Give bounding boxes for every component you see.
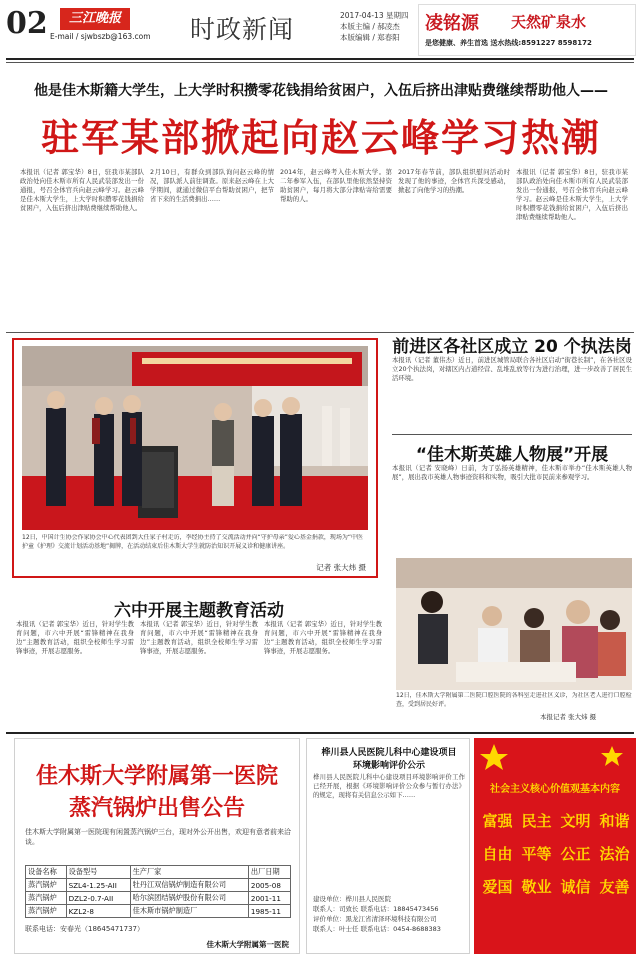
table-cell: 蒸汽锅炉 bbox=[26, 892, 67, 905]
value-item: 民主 bbox=[521, 812, 552, 830]
divider bbox=[392, 434, 632, 435]
lead-col-2: 2月10日，有群众到部队询问赵云峰的情况，部队派人前往调查。原来赵云峰在上大学期间，就通过微信平台帮助贫困户，把节省下来的生活费捐出…… bbox=[150, 168, 274, 203]
value-item: 文明 bbox=[560, 812, 591, 830]
story-body-3b: 本报讯（记者 郭宝华）近日，针对学生教育问题，市六中开展“雷锋精神在我身边”主题教育活动，组织全校师生学习雷锋事迹，开展志愿服务。 bbox=[140, 620, 258, 655]
story-body-3a: 本报讯（记者 郭宝华）近日，针对学生教育问题，市六中开展“雷锋精神在我身边”主题教育活动，组织全校师生学习雷锋事迹，开展志愿服务。 bbox=[16, 620, 134, 655]
table-cell: 2005-08 bbox=[248, 879, 290, 892]
table-cell: 哈尔滨团结锅炉股份有限公司 bbox=[130, 892, 248, 905]
value-item: 法治 bbox=[599, 845, 630, 863]
lead-col-3: 2014年，赵云峰考入佳木斯大学。第二年参军入伍，在部队里他依然坚持资助贫困户，每月将大部分津贴寄给需要帮助的人。 bbox=[280, 168, 392, 203]
table-header-cell: 生产厂家 bbox=[130, 866, 248, 879]
value-item: 爱国 bbox=[482, 878, 513, 896]
table-cell: DZL2-0.7-AII bbox=[66, 892, 130, 905]
layout-editor: 本版编辑 / 郑春阳 bbox=[340, 33, 400, 42]
table-cell: KZL2-8 bbox=[66, 905, 130, 918]
story-title-3[interactable]: 六中开展主题教育活动 bbox=[114, 601, 284, 621]
value-item: 诚信 bbox=[560, 878, 591, 896]
photo-credit: 记者 张大炜 摄 bbox=[316, 563, 366, 572]
boiler-ad-title-1: 佳木斯大学附属第一医院 bbox=[35, 763, 278, 789]
boiler-ad-contact: 联系电话：安春光（18645471737） bbox=[25, 925, 144, 933]
lead-col-1: 本报讯（记者 郭宝华）8日，驻我市某部队政治处向佳木斯市所有人民武装部发出一份通报，号召全体官兵向赵云峰学习。赵云峰是佳木斯大学生，上大学时积攒零花钱捐给贫困户，入伍后挤出津贴费继续帮助他人。 bbox=[20, 168, 144, 212]
values-title: 社会主义核心价值观基本内容 bbox=[490, 784, 620, 795]
table-cell: 牡丹江双信锅炉制造有限公司 bbox=[130, 879, 248, 892]
page-number: 02 bbox=[6, 6, 48, 41]
value-item: 敬业 bbox=[521, 878, 552, 896]
lead-col-4: 2017年春节前，部队组织慰问活动时发现了他的事迹，全体官兵深受感动，掀起了向他学习的热潮。 bbox=[398, 168, 510, 194]
clinic-credit: 本报记者 张大炜 摄 bbox=[540, 713, 597, 721]
newspaper-logo: 三江晚报 bbox=[60, 8, 130, 30]
table-cell: 佳木斯市锅炉制造厂 bbox=[130, 905, 248, 918]
water-ad[interactable] bbox=[418, 4, 636, 56]
values-grid bbox=[478, 810, 634, 897]
section-title: 时政新闻 bbox=[190, 15, 295, 44]
photo-caption: 12日，中国计生协会作家协会中心代表团到大任家子村走访，李经协主持了交流活动并向“守护母亲”爱心基金捐款，现场为“中医护童《护理》交流计划活动基地”揭牌，在活动结束后佳木斯大学生就防治知识开展义诊和健康讲座。 bbox=[22, 534, 363, 550]
table-row bbox=[26, 892, 291, 905]
table-header-row bbox=[26, 866, 291, 879]
masthead-rule-thin bbox=[6, 62, 634, 63]
boiler-ad-title-2: 蒸汽锅炉出售公告 bbox=[68, 795, 245, 821]
eia-notice[interactable] bbox=[306, 738, 470, 954]
ceremony-photo bbox=[22, 346, 368, 530]
water-brand: 凌铭源 bbox=[425, 13, 479, 34]
eia-body: 桦川县人民医院儿科中心建设项目环境影响评价工作已经开展，根据《环境影响评价公众参与暂行办法》的规定，现将有关信息公示如下…… bbox=[313, 773, 465, 799]
story-title-1[interactable]: 前进区各社区成立 20 个执法岗 bbox=[392, 337, 632, 357]
table-row bbox=[26, 879, 291, 892]
lead-col-5: 本报讯（记者 郭宝华）8日，驻我市某部队政治处向佳木斯市所有人民武装部发出一份通报，号召全体官兵向赵云峰学习。赵云峰是佳木斯大学生，上大学时积攒零花钱捐给贫困户，入伍后挤出津贴费继续帮助他人。 bbox=[516, 168, 628, 221]
masthead-rule bbox=[6, 58, 634, 60]
lead-headline[interactable]: 驻军某部掀起向赵云峰学习热潮 bbox=[40, 115, 601, 160]
boiler-table bbox=[25, 865, 291, 918]
table-cell: 1985-11 bbox=[248, 905, 290, 918]
value-item: 公正 bbox=[560, 845, 591, 863]
ceremony-illustration bbox=[22, 346, 368, 530]
boiler-ad-footer: 佳木斯大学附属第一医院 bbox=[206, 940, 289, 949]
value-item: 自由 bbox=[482, 845, 513, 863]
story-body-1: 本报讯（记者 董伟杰）近日，前进区城管局联合各社区启动“街巷长制”，在各社区设立20个执法岗，对辖区内占道经营、乱堆乱放等行为进行治理，进一步改善了居民生活环境。 bbox=[392, 356, 632, 382]
table-cell: 蒸汽锅炉 bbox=[26, 879, 67, 892]
table-cell: 蒸汽锅炉 bbox=[26, 905, 67, 918]
water-slogan: 是您健康、养生首选 送水热线:8591227 8598172 bbox=[425, 39, 592, 47]
table-cell: SZL4-1.25-AII bbox=[66, 879, 130, 892]
table-header-cell: 设备型号 bbox=[66, 866, 130, 879]
lead-kicker: 他是佳木斯籍大学生，上大学时积攒零花钱捐给贫困户，入伍后挤出津贴费继续帮助他人—— bbox=[34, 83, 608, 99]
photo-story[interactable] bbox=[12, 338, 378, 578]
email-line[interactable]: E-mail / sjwbszb@163.com bbox=[50, 32, 151, 41]
clinic-photo[interactable] bbox=[396, 558, 632, 690]
table-header-cell: 设备名称 bbox=[26, 866, 67, 879]
value-item: 平等 bbox=[521, 845, 552, 863]
story-body-3c: 本报讯（记者 郭宝华）近日，针对学生教育问题，市六中开展“雷锋精神在我身边”主题教育活动，组织全校师生学习雷锋事迹，开展志愿服务。 bbox=[264, 620, 382, 655]
ad-rule bbox=[6, 732, 634, 734]
value-item: 和谐 bbox=[599, 812, 630, 830]
eia-line-4: 联系人：叶士任 联系电话：0454-8688383 bbox=[313, 925, 441, 933]
clinic-illustration bbox=[396, 558, 632, 690]
water-product: 天然矿泉水 bbox=[511, 13, 587, 31]
boiler-ad-intro: 佳木斯大学附属第一医院现有闲置蒸汽锅炉三台，现对外公开出售，欢迎有意者前来洽谈。 bbox=[25, 828, 291, 846]
eia-line-2: 联系人：司致长 联系电话：18845473456 bbox=[313, 905, 439, 913]
eia-line-1: 建设单位：桦川县人民医院 bbox=[313, 895, 391, 903]
story-title-2[interactable]: “佳木斯英雄人物展”开展 bbox=[415, 445, 609, 465]
clinic-caption: 12日，佳木斯大学附属第二医院口腔医院的各科室走进社区义诊，为社区老人进行口腔检查，受到居民好评。 bbox=[396, 692, 632, 708]
table-header-cell: 出厂日期 bbox=[248, 866, 290, 879]
value-item: 友善 bbox=[599, 878, 630, 896]
issue-date: 2017-04-13 星期四 bbox=[340, 11, 409, 20]
table-row bbox=[26, 905, 291, 918]
story-body-2: 本报讯（记者 安晓峰）日前，为了弘扬英雄精神，佳木斯市举办“佳木斯英雄人物展”，展出我市英雄人物事迹资料和实物，吸引大批市民前来参观学习。 bbox=[392, 464, 632, 481]
table-cell: 2001-11 bbox=[248, 892, 290, 905]
eia-line-3: 评价单位：黑龙江省清泽环境科技有限公司 bbox=[313, 915, 437, 923]
boiler-sale-ad[interactable] bbox=[14, 738, 300, 954]
chief-editor: 本版主编 / 郝凌杰 bbox=[340, 22, 400, 31]
eia-title-1: 桦川县人民医院儿科中心建设项目 bbox=[321, 748, 457, 758]
core-values-ad[interactable] bbox=[474, 738, 636, 954]
party-emblem-icon bbox=[474, 738, 636, 778]
eia-title-2: 环境影响评价公示 bbox=[352, 761, 425, 771]
value-item: 富强 bbox=[482, 812, 513, 830]
